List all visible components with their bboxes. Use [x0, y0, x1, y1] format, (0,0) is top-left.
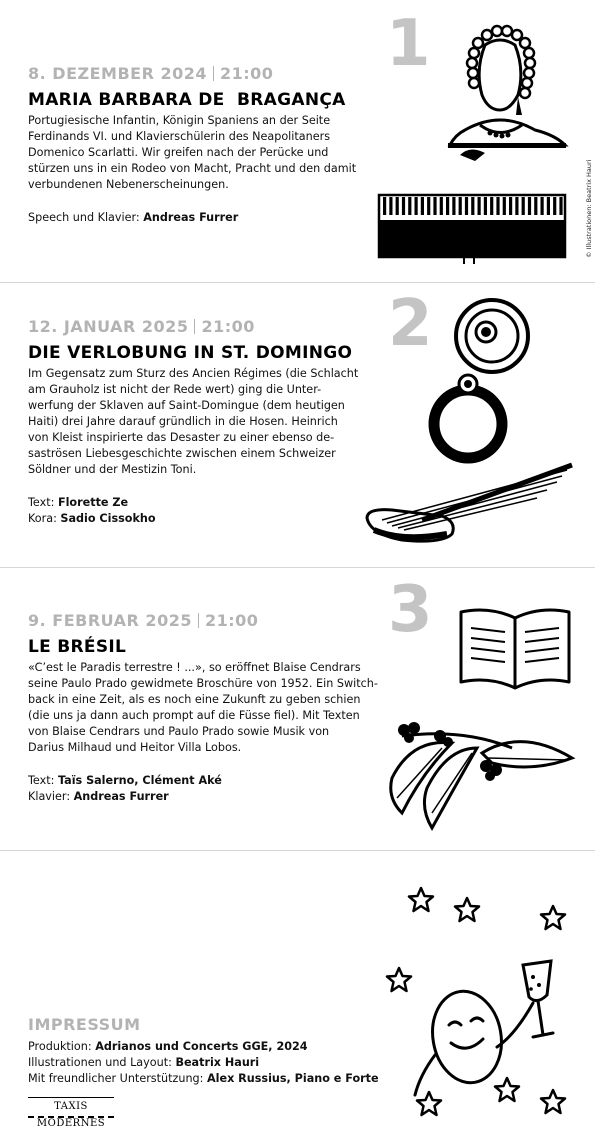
event-time: 21:00	[204, 611, 259, 630]
description-line: Domenico Scarlatti. Wir greifen nach der Perücke und	[28, 146, 329, 159]
event-time: 21:00	[220, 64, 274, 83]
illustration-credit: © Illustrationen: Beatrix Hauri	[585, 159, 593, 258]
event-credits	[28, 495, 156, 527]
event-title: MARIA BARBARA DE BRAGANÇA	[28, 90, 346, 110]
credit-line	[28, 210, 238, 226]
description-line: Ferdinands VI. und Klavierschülerin des Neapolitaners	[28, 130, 331, 143]
event-date-line	[28, 317, 255, 336]
impressum-value: Alex Russius, Piano e Forte	[206, 1072, 379, 1085]
description-line: back in eine Zeit, als es noch eine Zukunft zu geben schien	[28, 693, 361, 706]
credit-name: Andreas Furrer	[143, 211, 239, 224]
event-date: 8. DEZEMBER 2024	[28, 64, 207, 83]
piano-key	[478, 197, 481, 215]
event-number: 3	[388, 573, 433, 647]
credit-name: Florette Ze	[57, 496, 129, 509]
section-divider	[0, 282, 595, 283]
piano-key	[503, 197, 506, 215]
celebrating-face-with-champagne-icon	[405, 955, 570, 1105]
event-description	[28, 660, 378, 756]
impressum-label: Produktion:	[28, 1040, 96, 1053]
piano-key	[427, 197, 430, 215]
piano-key	[515, 197, 518, 215]
description-line: Haiti) drei Jahre darauf gründlich in die Hosen. Heinrich	[28, 415, 338, 428]
piano-key	[402, 197, 405, 215]
credit-line	[28, 773, 222, 789]
description-line: (die uns ja dann auch prompt auf die Füsse fiel). Mit Texten	[28, 709, 360, 722]
piano-key	[496, 197, 499, 215]
piano-key	[389, 197, 392, 215]
description-line: Söldner und der Mestizin Toni.	[28, 463, 197, 476]
event-credits	[28, 773, 222, 805]
open-book-icon	[455, 604, 575, 694]
section-divider	[0, 567, 595, 568]
piano-key	[541, 197, 544, 215]
piano-key	[415, 197, 418, 215]
piano-key	[446, 197, 449, 215]
event-date: 12. JANUAR 2025	[28, 317, 189, 336]
piano-key	[471, 197, 474, 215]
description-line: verbundenen Nebenerscheinungen.	[28, 178, 229, 191]
credit-name: Sadio Cissokho	[60, 512, 156, 525]
date-divider	[213, 66, 214, 81]
piano-key	[528, 197, 531, 215]
description-line: stürzen uns in ein Rodeo von Macht, Pracht und den damit	[28, 162, 357, 175]
description-line: saströsen Liebesgeschichte zwischen einem Schweizer	[28, 447, 336, 460]
piano-key	[459, 197, 462, 215]
piano-key	[433, 197, 436, 215]
piano-key	[421, 197, 424, 215]
credit-line	[28, 789, 222, 805]
event-date-line	[28, 64, 273, 83]
credit-line	[28, 495, 156, 511]
description-line: von Kleist inspirierte das Desaster zu einer ebenso de-	[28, 431, 335, 444]
piano-key	[484, 197, 487, 215]
piano-key	[408, 197, 411, 215]
coffee-branch-icon	[382, 718, 577, 838]
credit-label: Text:	[28, 496, 58, 509]
piano-key	[396, 197, 399, 215]
impressum-line	[28, 1055, 259, 1071]
impressum-line	[28, 1071, 379, 1087]
date-divider	[194, 319, 195, 334]
event-date: 9. FEBRUAR 2025	[28, 611, 192, 630]
description-line: Darius Milhaud und Heitor Villa Lobos.	[28, 741, 242, 754]
date-divider	[198, 613, 199, 628]
credit-label: Speech und Klavier:	[28, 211, 144, 224]
kora-icon	[362, 460, 577, 550]
credit-name: Taïs Salerno, Clément Aké	[57, 774, 222, 787]
event-title: LE BRÉSIL	[28, 637, 127, 657]
piano-key	[509, 197, 512, 215]
piano-key	[547, 197, 550, 215]
event-description	[28, 113, 356, 193]
piano-key	[553, 197, 556, 215]
piano-key	[452, 197, 455, 215]
event-number: 1	[386, 7, 431, 81]
piano-key	[522, 197, 525, 215]
piano-key	[383, 197, 386, 215]
description-line: von Blaise Cendrars und Paulo Prado sowie Musik von	[28, 725, 330, 738]
event-number: 2	[388, 287, 433, 361]
event-date-line	[28, 611, 258, 630]
credit-label: Klavier:	[28, 790, 74, 803]
impressum-line	[28, 1039, 308, 1055]
ring-icon	[420, 294, 530, 464]
piano-key	[490, 197, 493, 215]
event-time: 21:00	[201, 317, 255, 336]
piano-icon	[378, 194, 568, 264]
impressum-label: Illustrationen und Layout:	[28, 1056, 176, 1069]
impressum-value: Adrianos und Concerts GGE, 2024	[95, 1040, 308, 1053]
section-divider	[0, 850, 595, 851]
piano-key	[440, 197, 443, 215]
description-line: Portugiesische Infantin, Königin Spaniens an der Seite	[28, 114, 331, 127]
event-credits	[28, 210, 238, 226]
credit-name: Andreas Furrer	[73, 790, 169, 803]
description-line: «C’est le Paradis terrestre ! ...», so eröffnet Blaise Cendrars	[28, 661, 361, 674]
credit-label: Text:	[28, 774, 58, 787]
credit-line	[28, 511, 156, 527]
description-line: seine Paulo Prado gewidmete Broschüre von 1952. Ein Switch-	[28, 677, 378, 690]
impressum-label: Mit freundlicher Unterstützung:	[28, 1072, 207, 1085]
description-line: Im Gegensatz zum Sturz des Ancien Régimes (die Schlacht	[28, 367, 359, 380]
description-line: am Grauholz ist nicht der Rede wert) ging die Unter-	[28, 383, 322, 396]
piano-key	[534, 197, 537, 215]
impressum-heading: IMPRESSUM	[28, 1015, 141, 1034]
piano-key	[465, 197, 468, 215]
event-description	[28, 366, 358, 478]
event-title: DIE VERLOBUNG IN ST. DOMINGO	[28, 343, 353, 363]
queen-portrait-icon	[430, 15, 570, 165]
impressum-value: Beatrix Hauri	[175, 1056, 260, 1069]
credit-label: Kora:	[28, 512, 61, 525]
taxis-modernes-logo: TAXIS MODERNES	[28, 1097, 114, 1118]
piano-key	[559, 197, 562, 215]
description-line: werfung der Sklaven auf Saint-Domingue (dem heutigen	[28, 399, 345, 412]
